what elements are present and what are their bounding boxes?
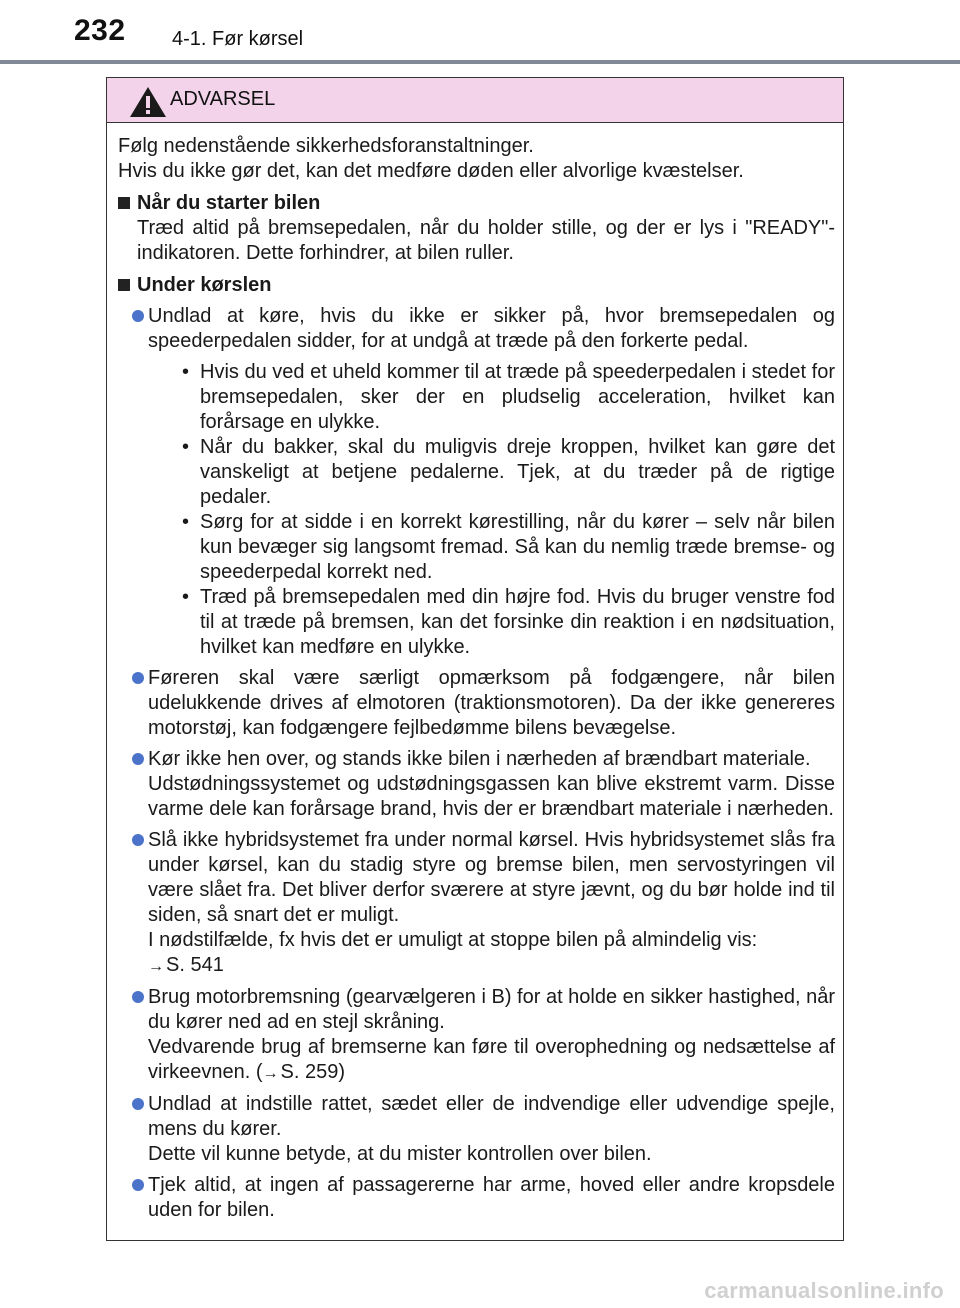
warning-box xyxy=(106,77,844,1241)
arrow-right-icon: → xyxy=(148,958,164,975)
round-bullet-icon xyxy=(132,991,144,1003)
round-bullet-icon xyxy=(132,834,144,846)
round-bullet-icon xyxy=(132,310,144,322)
intro-line: Hvis du ikke gør det, kan det medføre døden eller alvorlige kvæstelser. xyxy=(118,160,744,182)
round-bullet-icon xyxy=(132,753,144,765)
section-heading-text: Under kørslen xyxy=(137,274,272,296)
square-bullet-icon xyxy=(118,197,130,209)
list-item-text-part: Vedvarende brug af bremserne kan føre til overophedning og nedsættelse af virkeevnen. ( xyxy=(148,1036,835,1083)
page-reference-link[interactable]: S. 541 xyxy=(166,954,224,976)
round-bullet-icon xyxy=(132,1098,144,1110)
sub-list-item xyxy=(148,360,835,435)
section-heading-starting xyxy=(118,191,835,216)
sub-list-item xyxy=(148,435,835,510)
section-heading-driving xyxy=(118,273,835,298)
section-heading-text: Når du starter bilen xyxy=(137,192,321,214)
sub-list xyxy=(148,360,835,660)
square-bullet-icon xyxy=(118,279,130,291)
bullet-dot-icon: • xyxy=(182,436,190,458)
list-item-text: Kør ikke hen over, og stands ikke bilen i nærheden af brændbart materiale. xyxy=(148,748,811,770)
list-item-text: Slå ikke hybridsystemet fra under normal kørsel. Hvis hybridsystemet slås fra under kørsel, kan du stadig styre og bremse bilen, men servostyringen vil være slået fra. Det bliver derfor sværere at styre jævnt, og du bør holde ind til siden, så snart det er muligt. xyxy=(148,829,835,926)
list-item-text: Tjek altid, at ingen af passagererne har arme, hoved eller andre kropsdele uden for bilen. xyxy=(148,1174,835,1221)
warning-body xyxy=(107,123,843,1223)
list-item xyxy=(118,828,835,979)
list-item-text: Undlad at indstille rattet, sædet eller de indvendige eller udvendige spejle, mens du kører. xyxy=(148,1093,835,1140)
sub-list-item-text: Hvis du ved et uheld kommer til at træde på speederpedalen i stedet for bremsepedalen, sker der en pludselig acceleration, hvilket kan forårsage en ulykke. xyxy=(200,361,835,433)
sub-list-item-text: Når du bakker, skal du muligvis dreje kroppen, hvilket kan gøre det vanskeligt at betjene pedalerne. Tjek, at du træder på de rigtige pedaler. xyxy=(200,436,835,508)
sub-list-item xyxy=(148,585,835,660)
list-item-text: Føreren skal være særligt opmærksom på fodgængere, når bilen udelukkende drives af elmotoren (traktionsmotoren). Da der ikke genereres motorstøj, kan fodgængere fejlbedømme bilens bevægelse. xyxy=(148,667,835,739)
round-bullet-icon xyxy=(132,1179,144,1191)
list-item-text: Undlad at køre, hvis du ikke er sikker på, hvor bremsepedalen og speederpedalen sidder, for at undgå at træde på den forkerte pedal. xyxy=(148,305,835,352)
sub-list-item-text: Træd på bremsepedalen med din højre fod. Hvis du bruger venstre fod til at træde på bremsen, kan det forsinke din reaktion i en nødsituation, hvilket kan medføre en ulykke. xyxy=(200,586,835,658)
watermark: carmanualsonline.info xyxy=(704,1278,944,1303)
sub-list-item xyxy=(148,510,835,585)
list-item xyxy=(118,666,835,741)
page-number: 232 xyxy=(74,14,126,47)
intro-text xyxy=(118,134,835,184)
bullet-dot-icon: • xyxy=(182,586,190,608)
warning-header xyxy=(107,78,843,123)
list-item-text: I nødstilfælde, fx hvis det er umuligt at stoppe bilen på almindelig vis: xyxy=(148,929,758,951)
chapter-title: 4-1. Før kørsel xyxy=(172,28,304,50)
list-item xyxy=(118,304,835,660)
sub-list-item-text: Sørg for at sidde i en korrekt kørestilling, når du kører – selv når bilen kun bevæger sig langsomt fremad. Så kan du nemlig træde bremse- og speederpedal korrekt ned. xyxy=(200,511,835,583)
list-item-text: Dette vil kunne betyde, at du mister kontrollen over bilen. xyxy=(148,1143,652,1165)
reference-close: ) xyxy=(338,1061,345,1083)
header-rule xyxy=(0,60,960,64)
section-text: Træd altid på bremsepedalen, når du holder stille, og der er lys i "READY"-indikatoren. Dette forhindrer, at bilen ruller. xyxy=(137,217,835,264)
list-item xyxy=(118,985,835,1086)
list-item-text: Brug motorbremsning (gearvælgeren i B) for at holde en sikker hastighed, når du kører ned ad en stejl skråning. xyxy=(148,986,836,1033)
list-item xyxy=(118,1092,835,1167)
bullet-dot-icon: • xyxy=(182,361,190,383)
round-bullet-icon xyxy=(132,672,144,684)
page-reference-link[interactable]: S. 259 xyxy=(280,1061,339,1083)
warning-label: ADVARSEL xyxy=(170,88,276,110)
bullet-dot-icon: • xyxy=(182,511,190,533)
list-item-text xyxy=(148,1035,835,1086)
arrow-right-icon: → xyxy=(262,1065,279,1082)
list-item xyxy=(118,1173,835,1223)
page-reference xyxy=(148,953,835,979)
list-item-text: Udstødningssystemet og udstødningsgassen kan blive ekstremt varm. Disse varme dele kan forårsage brand, hvis der er brændbart materiale i nærheden. xyxy=(148,773,835,820)
warning-triangle-icon xyxy=(129,86,167,118)
intro-line: Følg nedenstående sikkerhedsforanstaltninger. xyxy=(118,135,534,157)
list-item xyxy=(118,747,835,822)
